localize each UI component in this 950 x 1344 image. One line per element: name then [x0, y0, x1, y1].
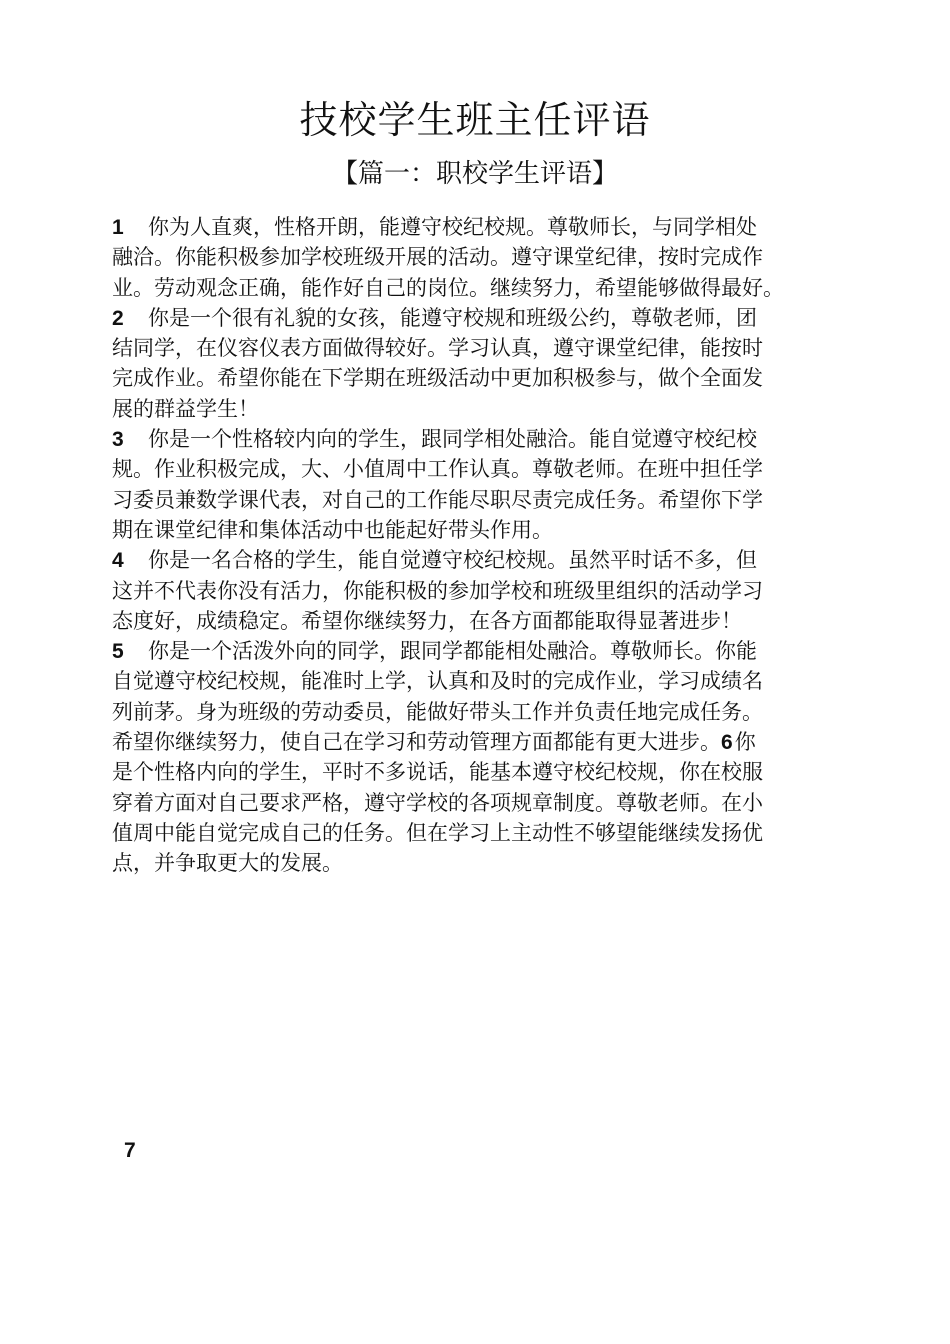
comment-2-line-1 — [112, 303, 852, 333]
comment-2-text-3: 完成作业。希望你能在下学期在班级活动中更加积极参与，做个全面发 — [112, 366, 763, 391]
comment-4-number: 4 — [112, 549, 124, 573]
comment-5-text-1: 你是一个活泼外向的同学，跟同学都能相处融洽。尊敬师长。你能 — [148, 639, 757, 664]
comment-6-text-2: 是个性格内向的学生，平时不多说话，能基本遵守校纪校规，你在校服 — [112, 760, 763, 785]
comment-2-text-4: 展的群益学生！ — [112, 396, 259, 421]
comment-6-text-4: 值周中能自觉完成自己的任务。但在学习上主动性不够望能继续发扬优 — [112, 820, 763, 845]
comment-4-text-3: 态度好，成绩稳定。希望你继续努力，在各方面都能取得显著进步！ — [112, 608, 742, 633]
comment-3-text-3: 习委员兼数学课代表，对自己的工作能尽职尽责完成任务。希望你下学 — [112, 487, 763, 512]
comment-3-text-4: 期在课堂纪律和集体活动中也能起好带头作用。 — [112, 517, 553, 542]
comment-6-text-1: 你 — [734, 730, 756, 755]
comment-2-text-2: 结同学，在仪容仪表方面做得较好。学习认真，遵守课堂纪律，能按时 — [112, 336, 763, 361]
section-title: 【篇一：职校学生评语】 — [331, 159, 618, 189]
comment-4-text-2: 这并不代表你没有活力，你能积极的参加学校和班级里组织的活动学习 — [112, 578, 763, 603]
comment-5-text-4: 希望你继续努力，使自己在学习和劳动管理方面都能有更大进步。 — [112, 730, 721, 755]
comment-5-text-3: 列前茅。身为班级的劳动委员，能做好带头工作并负责任地完成任务。 — [112, 699, 763, 724]
comment-6-text-3: 穿着方面对自己要求严格，遵守学校的各项规章制度。尊敬老师。在小 — [112, 790, 763, 815]
comment-1-text-1: 你为人直爽，性格开朗，能遵守校纪校规。尊敬师长，与同学相处 — [148, 215, 757, 239]
page-title: 技校学生班主任评语 — [299, 98, 651, 142]
comment-5-line-4 — [112, 727, 852, 757]
comment-1-line-1 — [112, 212, 852, 242]
page-number: 7 — [124, 1139, 136, 1162]
comment-2-text-1: 你是一个很有礼貌的女孩，能遵守校规和班级公约，尊敬老师，团 — [148, 305, 757, 330]
comment-5-line-1 — [112, 636, 852, 666]
comment-3-text-2: 规。作业积极完成，大、小值周中工作认真。尊敬老师。在班中担任学 — [112, 457, 763, 482]
comment-1-number: 1 — [112, 216, 124, 239]
comment-5-number: 5 — [112, 640, 124, 664]
comment-2-number: 2 — [112, 306, 124, 330]
comment-1-text-3: 业。劳动观念正确，能作好自己的岗位。继续努力，希望能够做得最好。 — [112, 275, 784, 300]
comment-4-text-1: 你是一名合格的学生，能自觉遵守校纪校规。虽然平时话不多，但 — [148, 548, 757, 573]
comment-3-line-1 — [112, 424, 852, 454]
comment-4-line-1 — [112, 545, 852, 575]
comments-body — [112, 212, 852, 879]
comment-3-text-1: 你是一个性格较内向的学生，跟同学相处融洽。能自觉遵守校纪校 — [148, 427, 757, 452]
comment-5-text-2: 自觉遵守校纪校规，能准时上学，认真和及时的完成作业，学习成绩名 — [112, 669, 763, 694]
comment-1-text-2: 融洽。你能积极参加学校班级开展的活动。遵守课堂纪律，按时完成作 — [112, 245, 763, 270]
comment-3-number: 3 — [112, 428, 124, 452]
comment-6-text-5: 点，并争取更大的发展。 — [112, 851, 343, 876]
comment-6-number: 6 — [721, 731, 733, 755]
